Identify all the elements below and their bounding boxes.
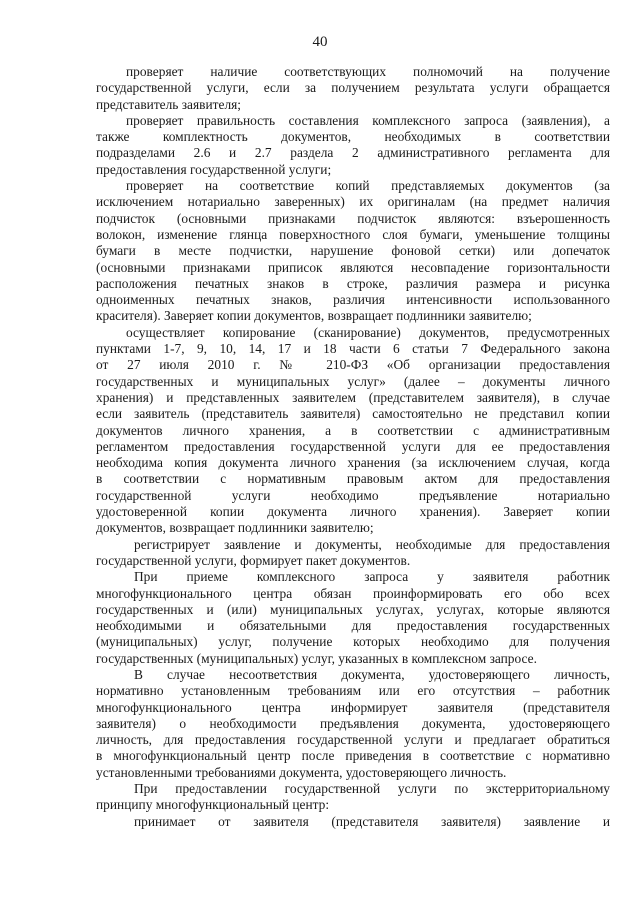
text-line: в многофункциональный центр после приведения в соответствие с нормативно — [96, 748, 610, 764]
page-number: 40 — [312, 34, 328, 50]
text-line: В случае несоответствия документа, удостоверяющего личность, — [134, 666, 610, 682]
text-line: установленными требованиями документа, удостоверяющего личность. — [96, 764, 507, 780]
text-line: волокон, изменение глянца поверхностного слоя бумаги, уменьшение толщины — [96, 226, 610, 242]
text-line: удостоверенной копии документа личного хранения). Заверяет копии — [96, 504, 610, 520]
text-line: личность, для предоставления государственной услуги и предлагает обратиться — [96, 732, 610, 748]
text-line: если заявитель (представитель заявителя) самостоятельно не представил копии — [96, 406, 610, 422]
text-line: государственной услуги необходимо предъявление нотариально — [96, 487, 610, 503]
text-line: принципу многофункциональный центр: — [96, 797, 330, 813]
text-line: необходима копия документа личного хранения (за исключением случая, когда — [96, 455, 610, 471]
text-line: государственной услуги, формирует пакет документов. — [96, 552, 411, 568]
text-line: необходимыми и обязательными для предоставления государственных — [96, 618, 610, 634]
paragraph — [96, 113, 610, 178]
text-line: (основными признаками приписок являются несовпадение горизонтальности — [96, 259, 610, 275]
text-line: подразделами 2.6 и 2.7 раздела 2 административного регламента для — [96, 145, 610, 161]
text-line: нормативно установленным требованиям или его отсутствия – работник — [96, 683, 610, 699]
text-line: При приеме комплексного запроса у заявителя работник — [134, 569, 610, 585]
text-line: документов, возвращает подлинники заявителю; — [96, 520, 374, 536]
text-line: в соответствии с нормативным правовым актом для предоставления — [96, 471, 610, 487]
text-line: проверяет на соответствие копий представляемых документов (за — [126, 178, 610, 194]
paragraph — [96, 814, 610, 830]
text-line: представитель заявителя; — [96, 96, 242, 112]
text-line: красителя). Заверяет копии документов, возвращает подлинники заявителю; — [96, 308, 532, 324]
text-line: регистрирует заявление и документы, необходимые для предоставления — [134, 536, 610, 552]
text-line: При предоставлении государственной услуги по экстерриториальному — [134, 781, 610, 797]
text-line: проверяет наличие соответствующих полномочий на получение — [126, 64, 610, 79]
text-line: проверяет правильность составления комплексного запроса (заявления), а — [126, 112, 610, 128]
document-body — [96, 64, 610, 830]
text-line: от 27 июля 2010 г. № 210-ФЗ «Об организации предоставления — [96, 357, 610, 373]
text-line: одноименных печатных знаков, различия интенсивности использованного — [96, 292, 610, 308]
paragraph — [96, 569, 610, 667]
text-line: предоставления государственной услуги; — [96, 161, 332, 177]
text-line: государственной услуги, если за получением результата услуги обращается — [96, 80, 610, 96]
text-line: многофункционального центра обязан проинформировать его обо всех — [96, 585, 610, 601]
paragraph — [96, 667, 610, 781]
text-line: многофункционального центра информирует заявителя (представителя — [96, 699, 610, 715]
paragraph — [96, 178, 610, 325]
paragraph — [96, 325, 610, 537]
text-line: (муниципальных) услуг, получение которых необходимо для получения — [96, 634, 610, 650]
text-line: государственных (муниципальных) услуг, указанных в комплексном запросе. — [96, 650, 537, 666]
paragraph — [96, 781, 610, 814]
text-line: принимает от заявителя (представителя заявителя) заявление и — [134, 813, 610, 829]
text-line: расположения печатных знаков в строке, различия размера и рисунка — [96, 275, 610, 291]
text-line: хранения) и представленных заявителем (представителем заявителя), в случае — [96, 389, 610, 405]
text-line: пунктами 1-7, 9, 10, 14, 17 и 18 части 6 статьи 7 Федерального закона — [96, 341, 610, 357]
text-line: документов личного хранения, а в соответствии с административным — [96, 422, 610, 438]
text-line: также комплектность документов, необходимых в соответствии — [96, 129, 610, 145]
text-line: подчисток (основными признаками подчисток являются: взъерошенность — [96, 210, 610, 226]
text-line: исключением нотариально заверенных) их оригиналам (на предмет наличия — [96, 194, 610, 210]
text-line: бумаги в месте подчистки, нарушение фоновой сетки) или допечаток — [96, 243, 610, 259]
text-line: осуществляет копирование (сканирование) документов, предусмотренных — [126, 324, 610, 340]
text-line: государственных и (или) муниципальных услугах, услугах, которые являются — [96, 601, 610, 617]
text-line: регламентом предоставления государственной услуги для ее предоставления — [96, 438, 610, 454]
text-line: заявителя) о необходимости предъявления документа, удостоверяющего — [96, 715, 610, 731]
paragraph — [96, 537, 610, 570]
paragraph — [96, 64, 610, 113]
text-line: государственных и муниципальных услуг» (далее – документы личного — [96, 373, 610, 389]
